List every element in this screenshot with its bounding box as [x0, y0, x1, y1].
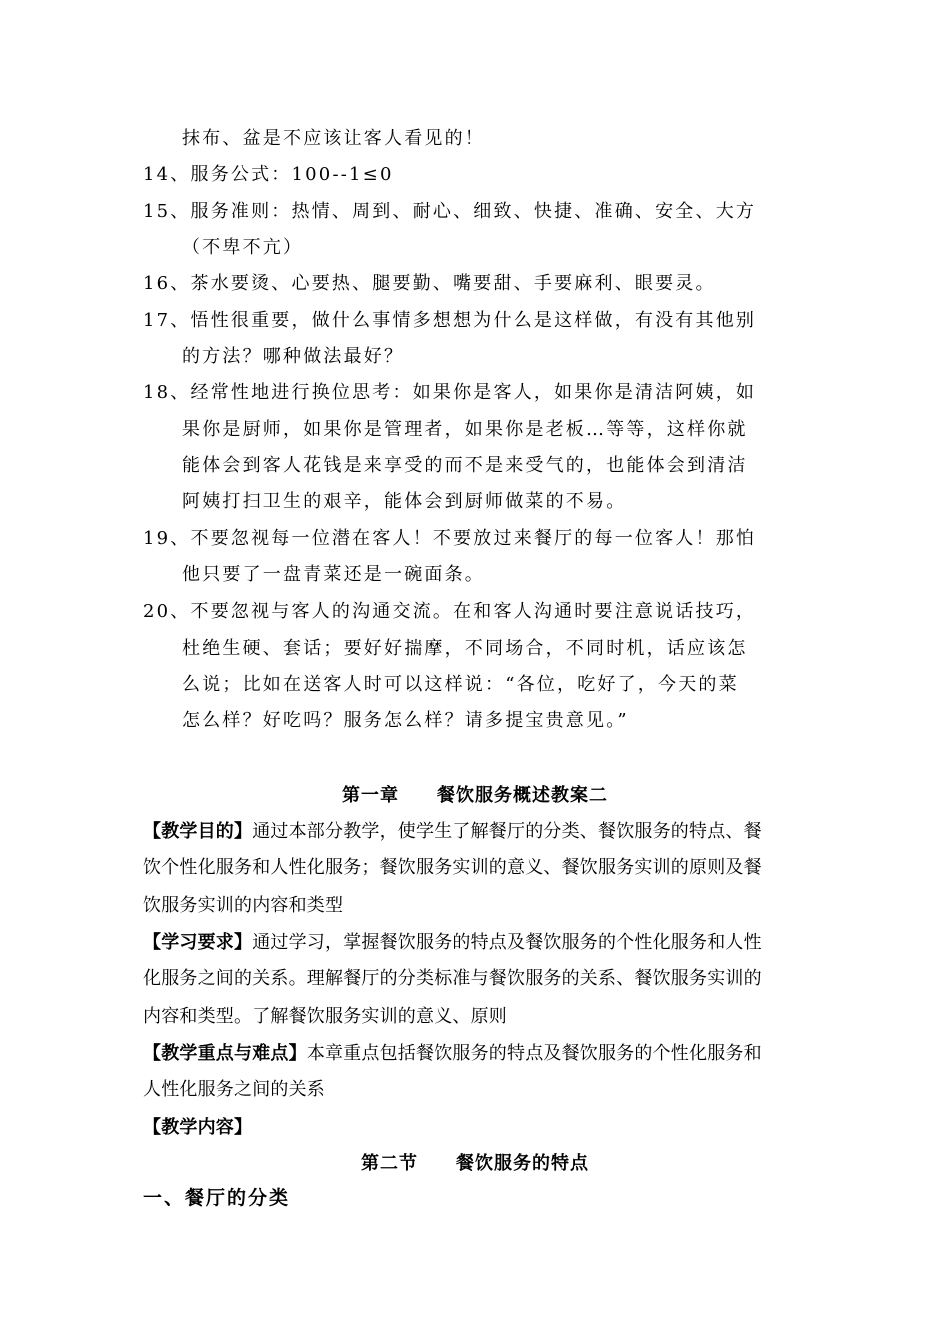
list-item-20: 20、不要忽视与客人的沟通交流。在和客人沟通时要注意说话技巧，: [143, 601, 757, 622]
list-item-19: 19、不要忽视每一位潜在客人！不要放过来餐厅的每一位客人！那怕: [143, 528, 757, 549]
focus-paragraph: [143, 1042, 762, 1066]
subsection-title: 一、餐厅的分类: [143, 1187, 291, 1209]
requirement-label: 【学习要求】: [143, 932, 253, 953]
list-item-18-continuation: 果你是厨师，如果你是管理者，如果你是老板…等等，这样你就: [182, 419, 748, 440]
list-item-16: 16、茶水要烫、心要热、腿要勤、嘴要甜、手要麻利、眼要灵。: [143, 273, 716, 294]
list-item-20-continuation: 怎么样？好吃吗？服务怎么样？请多提宝贵意见。”: [182, 710, 629, 731]
list-item-18: 18、经常性地进行换位思考：如果你是客人，如果你是清洁阿姨，如: [143, 382, 757, 403]
list-item-18-continuation: 能体会到客人花钱是来享受的而不是来受气的，也能体会到清洁: [182, 455, 748, 476]
requirement-text-line: 内容和类型。了解餐饮服务实训的意义、原则: [143, 1006, 507, 1027]
list-item-20-continuation: 么说；比如在送客人时可以这样说：“各位，吃好了，今天的菜: [182, 674, 739, 695]
requirement-paragraph: [143, 931, 762, 955]
chapter-title: 第一章 餐饮服务概述教案二: [342, 785, 608, 806]
section-title: 第二节 餐饮服务的特点: [361, 1153, 589, 1174]
list-item-15-continuation: （不卑不亢）: [182, 237, 304, 258]
list-item-17: 17、悟性很重要，做什么事情多想想为什么是这样做，有没有其他别: [143, 310, 757, 331]
list-item-18-continuation: 阿姨打扫卫生的艰辛，能体会到厨师做菜的不易。: [182, 491, 627, 512]
requirement-text-line: 化服务之间的关系。理解餐厅的分类标准与餐饮服务的关系、餐饮服务实训的: [143, 968, 762, 989]
list-item-14: 14、服务公式：100--1≤0: [143, 164, 394, 185]
objective-paragraph: [143, 820, 762, 844]
list-item-13-continuation: 抹布、盆是不应该让客人看见的！: [182, 128, 485, 149]
objective-text-line: 饮服务实训的内容和类型: [143, 895, 344, 916]
list-item-20-continuation: 杜绝生硬、套话；要好好揣摩，不同场合，不同时机，话应该怎: [182, 638, 748, 659]
list-item-19-continuation: 他只要了一盘青菜还是一碗面条。: [182, 564, 485, 585]
list-item-17-continuation: 的方法？哪种做法最好？: [182, 346, 405, 367]
objective-text: 通过本部分教学，使学生了解餐厅的分类、餐饮服务的特点、餐: [252, 821, 762, 842]
focus-label: 【教学重点与难点】: [143, 1043, 307, 1064]
list-item-15: 15、服务准则：热情、周到、耐心、细致、快捷、准确、安全、大方: [143, 201, 757, 222]
objective-text-line: 饮个性化服务和人性化服务；餐饮服务实训的意义、餐饮服务实训的原则及餐: [143, 857, 762, 878]
content-label: 【教学内容】: [143, 1117, 253, 1138]
requirement-text: 通过学习，掌握餐饮服务的特点及餐饮服务的个性化服务和人性: [252, 932, 762, 953]
objective-label: 【教学目的】: [143, 821, 253, 842]
focus-text: 本章重点包括餐饮服务的特点及餐饮服务的个性化服务和: [306, 1043, 762, 1064]
focus-text-line: 人性化服务之间的关系: [143, 1079, 325, 1100]
